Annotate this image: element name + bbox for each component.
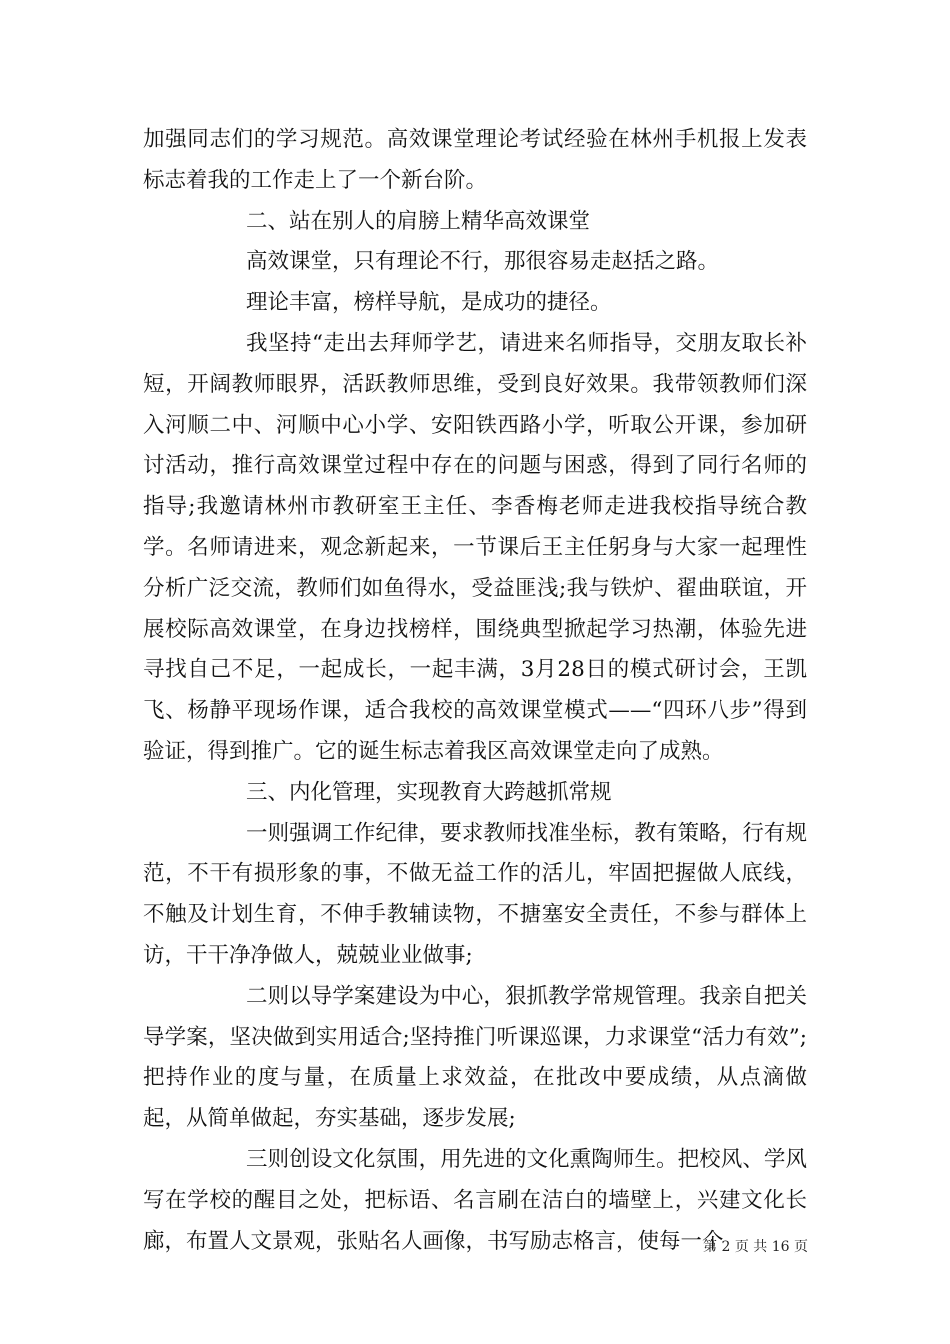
paragraph: 我坚持“走出去拜师学艺，请进来名师指导，交朋友取长补短，开阔教师眼界，活跃教师思维，受到良好效果。我带领教师们深入河顺二中、河顺中心小学、安阳铁西路小学，听取公开课，参加研讨活动，推行高效课堂过程中存在的问题与困惑，得到了同行名师的指导;我邀请林州市教研室王主任、李香梅老师走进我校指导统合教学。名师请进来，观念新起来，一节课后王主任躬身与大家一起理性分析广泛交流，教师们如鱼得水，受益匪浅;我与铁炉、翟曲联谊，开展校际高效课堂，在身边找榜样，围绕典型掀起学习热潮，体验先进寻找自己不足，一起成长，一起丰满，3月28日的模式研讨会，王凯飞、杨静平现场作课，适合我校的高效课堂模式——“四环八步”得到验证，得到推广。它的诞生标志着我区高效课堂走向了成熟。 xyxy=(143,330,807,764)
paragraph-continuation: 加强同志们的学习规范。高效课堂理论考试经验在林州手机报上发表标志着我的工作走上了一个新台阶。 xyxy=(143,127,807,193)
section-heading-2: 二、站在别人的肩膀上精华高效课堂 xyxy=(246,208,591,234)
paragraph: 一则强调工作纪律，要求教师找准坐标，教有策略，行有规范，不干有损形象的事，不做无益工作的活儿，牢固把握做人底线，不触及计划生育，不伸手教辅读物，不搪塞安全责任，不参与群体上访，干干净净做人，兢兢业业做事; xyxy=(143,820,807,968)
paragraph: 二则以导学案建设为中心，狠抓教学常规管理。我亲自把关导学案，坚决做到实用适合;坚持推门听课巡课，力求课堂“活力有效”;把持作业的度与量，在质量上求效益，在批改中要成绩，从点滴做起，从简单做起，夯实基础，逐步发展; xyxy=(143,983,807,1132)
paragraph: 三则创设文化氛围，用先进的文化熏陶师生。把校风、学风写在学校的醒目之处，把标语、名言刷在洁白的墙壁上，兴建文化长廊，布置人文景观，张贴名人画像，书写励志格言，使每一个 xyxy=(143,1146,807,1254)
paragraph: 理论丰富，榜样导航，是成功的捷径。 xyxy=(246,290,612,316)
paragraph: 高效课堂，只有理论不行，那很容易走赵括之路。 xyxy=(246,249,720,275)
document-body xyxy=(143,120,807,1262)
page-number-footer: 第 2 页 共 16 页 xyxy=(703,1239,808,1255)
section-heading-3: 三、内化管理，实现教育大跨越抓常规 xyxy=(246,779,612,805)
